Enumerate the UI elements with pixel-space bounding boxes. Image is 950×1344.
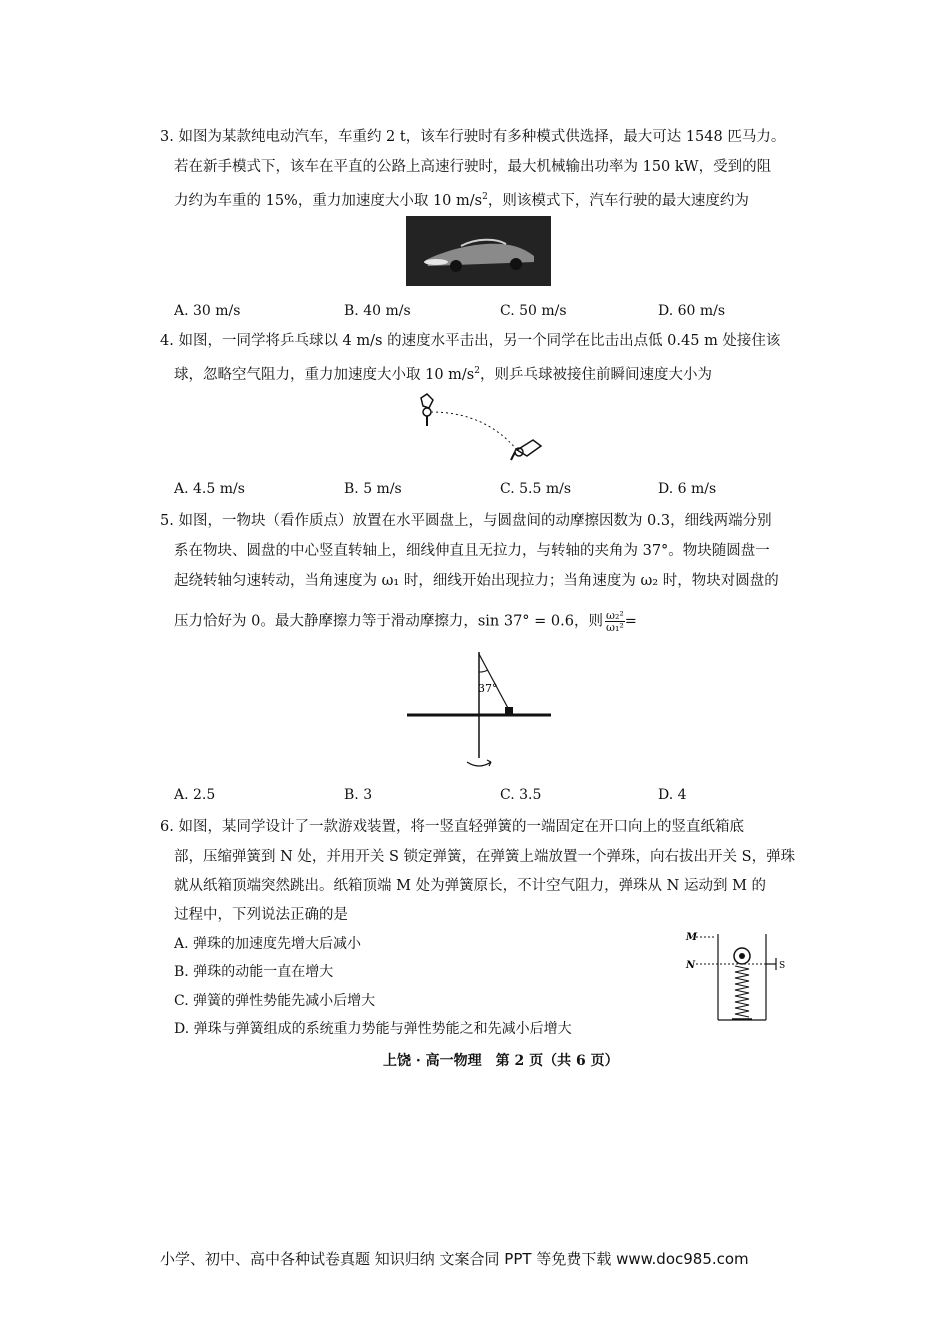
svg-text:S: S: [779, 961, 786, 971]
angle-label: 37°: [478, 682, 498, 695]
hitter-hand-icon: [421, 394, 433, 426]
watermark-text: 小学、初中、高中各种试卷真题 知识归纳 文案合同 PPT 等免费下载 www.doc985.com: [160, 1250, 749, 1268]
q5-line-4: 压力恰好为 0。最大静摩擦力等于滑动摩擦力，sin 37° = 0.6，则 $\frac{\text{ω₂²}}{\text{ω₁²}}$ =: [174, 609, 637, 634]
q5-line-3: 起绕转轴匀速转动，当角速度为 ω₁ 时，细线开始出现拉力；当角速度为 ω₂ 时，物块对圆盘的: [174, 573, 779, 589]
electric-car-photo: [406, 216, 551, 286]
omega-ratio-fraction: $\frac{\text{ω₂²}}{\text{ω₁²}}$: [606, 609, 624, 634]
q6-option-d: D. 弹珠与弹簧组成的系统重力势能与弹性势能之和先减小后增大: [174, 1021, 572, 1037]
q4-line-1: 4. 如图，一同学将乒乓球以 4 m/s 的速度水平击出，另一个同学在比击出点低 0.45 m 处接住该: [160, 333, 781, 349]
q6-line-3: 就从纸箱顶端突然跳出。纸箱顶端 M 处为弹簧原长，不计空气阻力，弹珠从 N 运动到 M 的: [174, 878, 767, 894]
page-footer: 上饶 · 高一物理 第 2 页（共 6 页）: [383, 1053, 619, 1069]
q6-option-a: A. 弹珠的加速度先增大后减小: [174, 936, 362, 952]
q3-option-c: C. 50 m/s: [500, 303, 567, 319]
q6-option-c: C. 弹簧的弹性势能先减小后增大: [174, 993, 376, 1009]
q4-option-d: D. 6 m/s: [658, 481, 717, 497]
q3-line-2: 若在新手模式下，该车在平直的公路上高速行驶时，最大机械输出功率为 150 kW，受到的阻: [174, 159, 772, 175]
q4-line-2: 球，忽略空气阻力，重力加速度大小取 10 $m/s^2$，则乒乓球被接住前瞬间速度大小为: [174, 366, 712, 383]
q5-option-c: C. 3.5: [500, 787, 542, 803]
q4-option-b: B. 5 m/s: [344, 481, 402, 497]
q3-option-b: B. 40 m/s: [344, 303, 411, 319]
svg-text:M: M: [686, 932, 698, 943]
q6-option-b: B. 弹珠的动能一直在增大: [174, 964, 334, 980]
q6-line-1: 6. 如图，某同学设计了一款游戏装置，将一竖直轻弹簧的一端固定在开口向上的竖直纸箱底: [160, 819, 744, 835]
svg-text:N: N: [686, 960, 696, 971]
q3-line-1: 3. 如图为某款纯电动汽车，车重约 2 t，该车行驶时有多种模式供选择，最大可达 1548 匹马力。: [160, 129, 786, 145]
q5-option-d: D. 4: [658, 787, 687, 803]
ping-pong-trajectory-figure: [405, 390, 555, 470]
q5-line-2: 系在物块、圆盘的中心竖直转轴上，细线伸直且无拉力，与转轴的夹角为 37°。物块随圆盘一: [174, 543, 770, 559]
catcher-hand-icon: [511, 440, 541, 460]
q6-line-2: 部，压缩弹簧到 N 处，并用开关 S 锁定弹簧，在弹簧上端放置一个弹珠，向右拔出开关 S，弹珠: [174, 849, 796, 865]
q5-line-1: 5. 如图，一物块（看作质点）放置在水平圆盘上，与圆盘间的动摩擦因数为 0.3，细线两端分别: [160, 513, 772, 529]
spring-box-figure: [680, 928, 790, 1028]
q4-option-c: C. 5.5 m/s: [500, 481, 572, 497]
q5-option-b: B. 3: [344, 787, 373, 803]
q3-line-3: 力约为车重的 15%，重力加速度大小取 10 $m/s^2$，则该模式下，汽车行驶的最大速度约为: [174, 192, 749, 209]
q5-option-a: A. 2.5: [174, 787, 216, 803]
q3-option-d: D. 60 m/s: [658, 303, 726, 319]
q4-option-a: A. 4.5 m/s: [174, 481, 245, 497]
q3-option-a: A. 30 m/s: [174, 303, 241, 319]
q6-line-4: 过程中，下列说法正确的是: [174, 907, 348, 923]
rotating-disk-figure: [405, 650, 555, 775]
